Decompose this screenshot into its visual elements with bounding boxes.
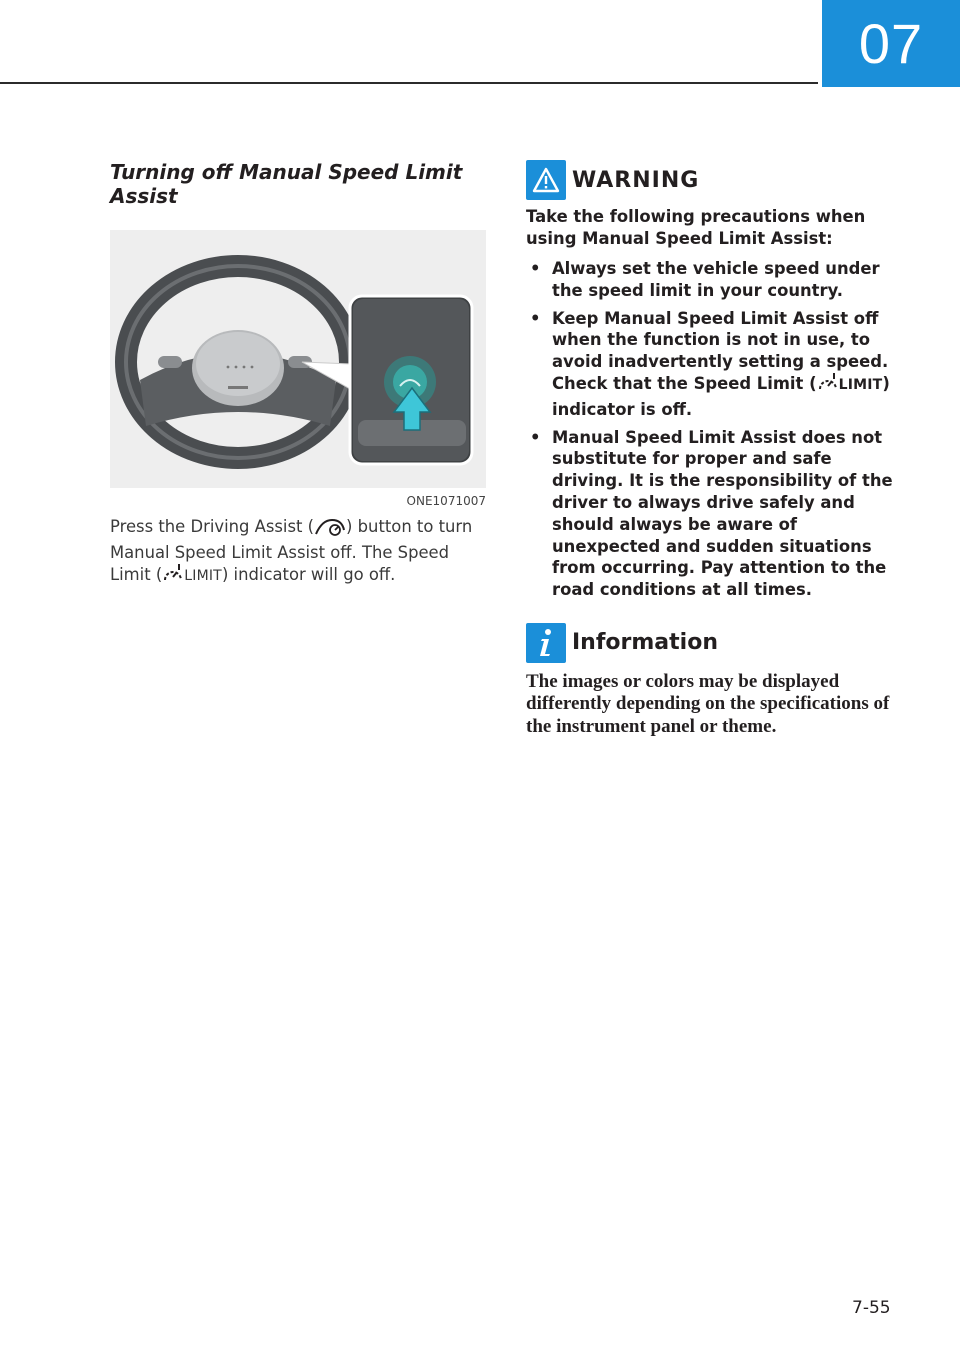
- info-i-icon: [536, 628, 556, 658]
- figure-code: ONE1071007: [406, 494, 486, 508]
- warning-item-3: [526, 427, 906, 601]
- chapter-number: 07: [858, 12, 924, 75]
- warning-item-1: [526, 258, 906, 302]
- warning-item-text: Keep Manual Speed Limit Assist off when the function is not in use, to avoid inadvertently setting a speed. Check that the Speed Limit (: [552, 308, 889, 393]
- para-part-3: ) indicator will go off.: [221, 565, 396, 584]
- warning-triangle-icon: [532, 167, 560, 193]
- information-header: [526, 623, 906, 663]
- para-part-1: Press the Driving Assist (: [110, 517, 315, 536]
- information-title: Information: [572, 630, 718, 656]
- warning-item-text: Always set the vehicle speed under the speed limit in your country.: [552, 259, 880, 300]
- bullet: •: [530, 259, 541, 278]
- bullet: •: [530, 427, 541, 447]
- warning-item-2: [526, 308, 906, 421]
- bullet: •: [530, 308, 541, 328]
- left-column: [110, 160, 488, 590]
- warning-badge: [526, 160, 566, 200]
- warning-intro: Take the following precautions when using Manual Speed Limit Assist:: [526, 207, 866, 248]
- warning-item-text: Manual Speed Limit Assist does not substitute for proper and safe driving. It is the responsibility of the driver to always drive safely and should always be aware of unexpected and sudden situations from occurring. Pay attention to the road conditions at all times.: [552, 427, 893, 600]
- warning-list: [526, 258, 906, 601]
- limit-label: LIMIT: [838, 376, 883, 393]
- section-heading: Turning off Manual Speed Limit Assist: [110, 160, 463, 208]
- page-number: 7-55: [852, 1298, 891, 1318]
- warning-header: [526, 160, 906, 200]
- warning-item-text-end: ) indicator is off.: [552, 373, 890, 419]
- speed-limit-icon: [162, 564, 184, 590]
- right-column: [526, 160, 906, 738]
- chapter-tab: [822, 0, 960, 87]
- header-rule: [0, 82, 818, 84]
- info-badge: [526, 623, 566, 663]
- information-text: The images or colors may be displayed differently depending on the specifications of the instrument panel or theme.: [526, 670, 890, 737]
- instruction-paragraph: [110, 516, 488, 590]
- steering-wheel-figure: [110, 230, 486, 488]
- speed-limit-icon: [817, 373, 839, 399]
- steering-wheel-illustration: [110, 230, 486, 488]
- driving-assist-icon: [314, 518, 346, 542]
- para-part-2: ) button to turn Manual Speed Limit Assist off. The Speed Limit (: [110, 517, 473, 584]
- warning-title: WARNING: [572, 167, 700, 193]
- limit-label: LIMIT: [184, 568, 222, 584]
